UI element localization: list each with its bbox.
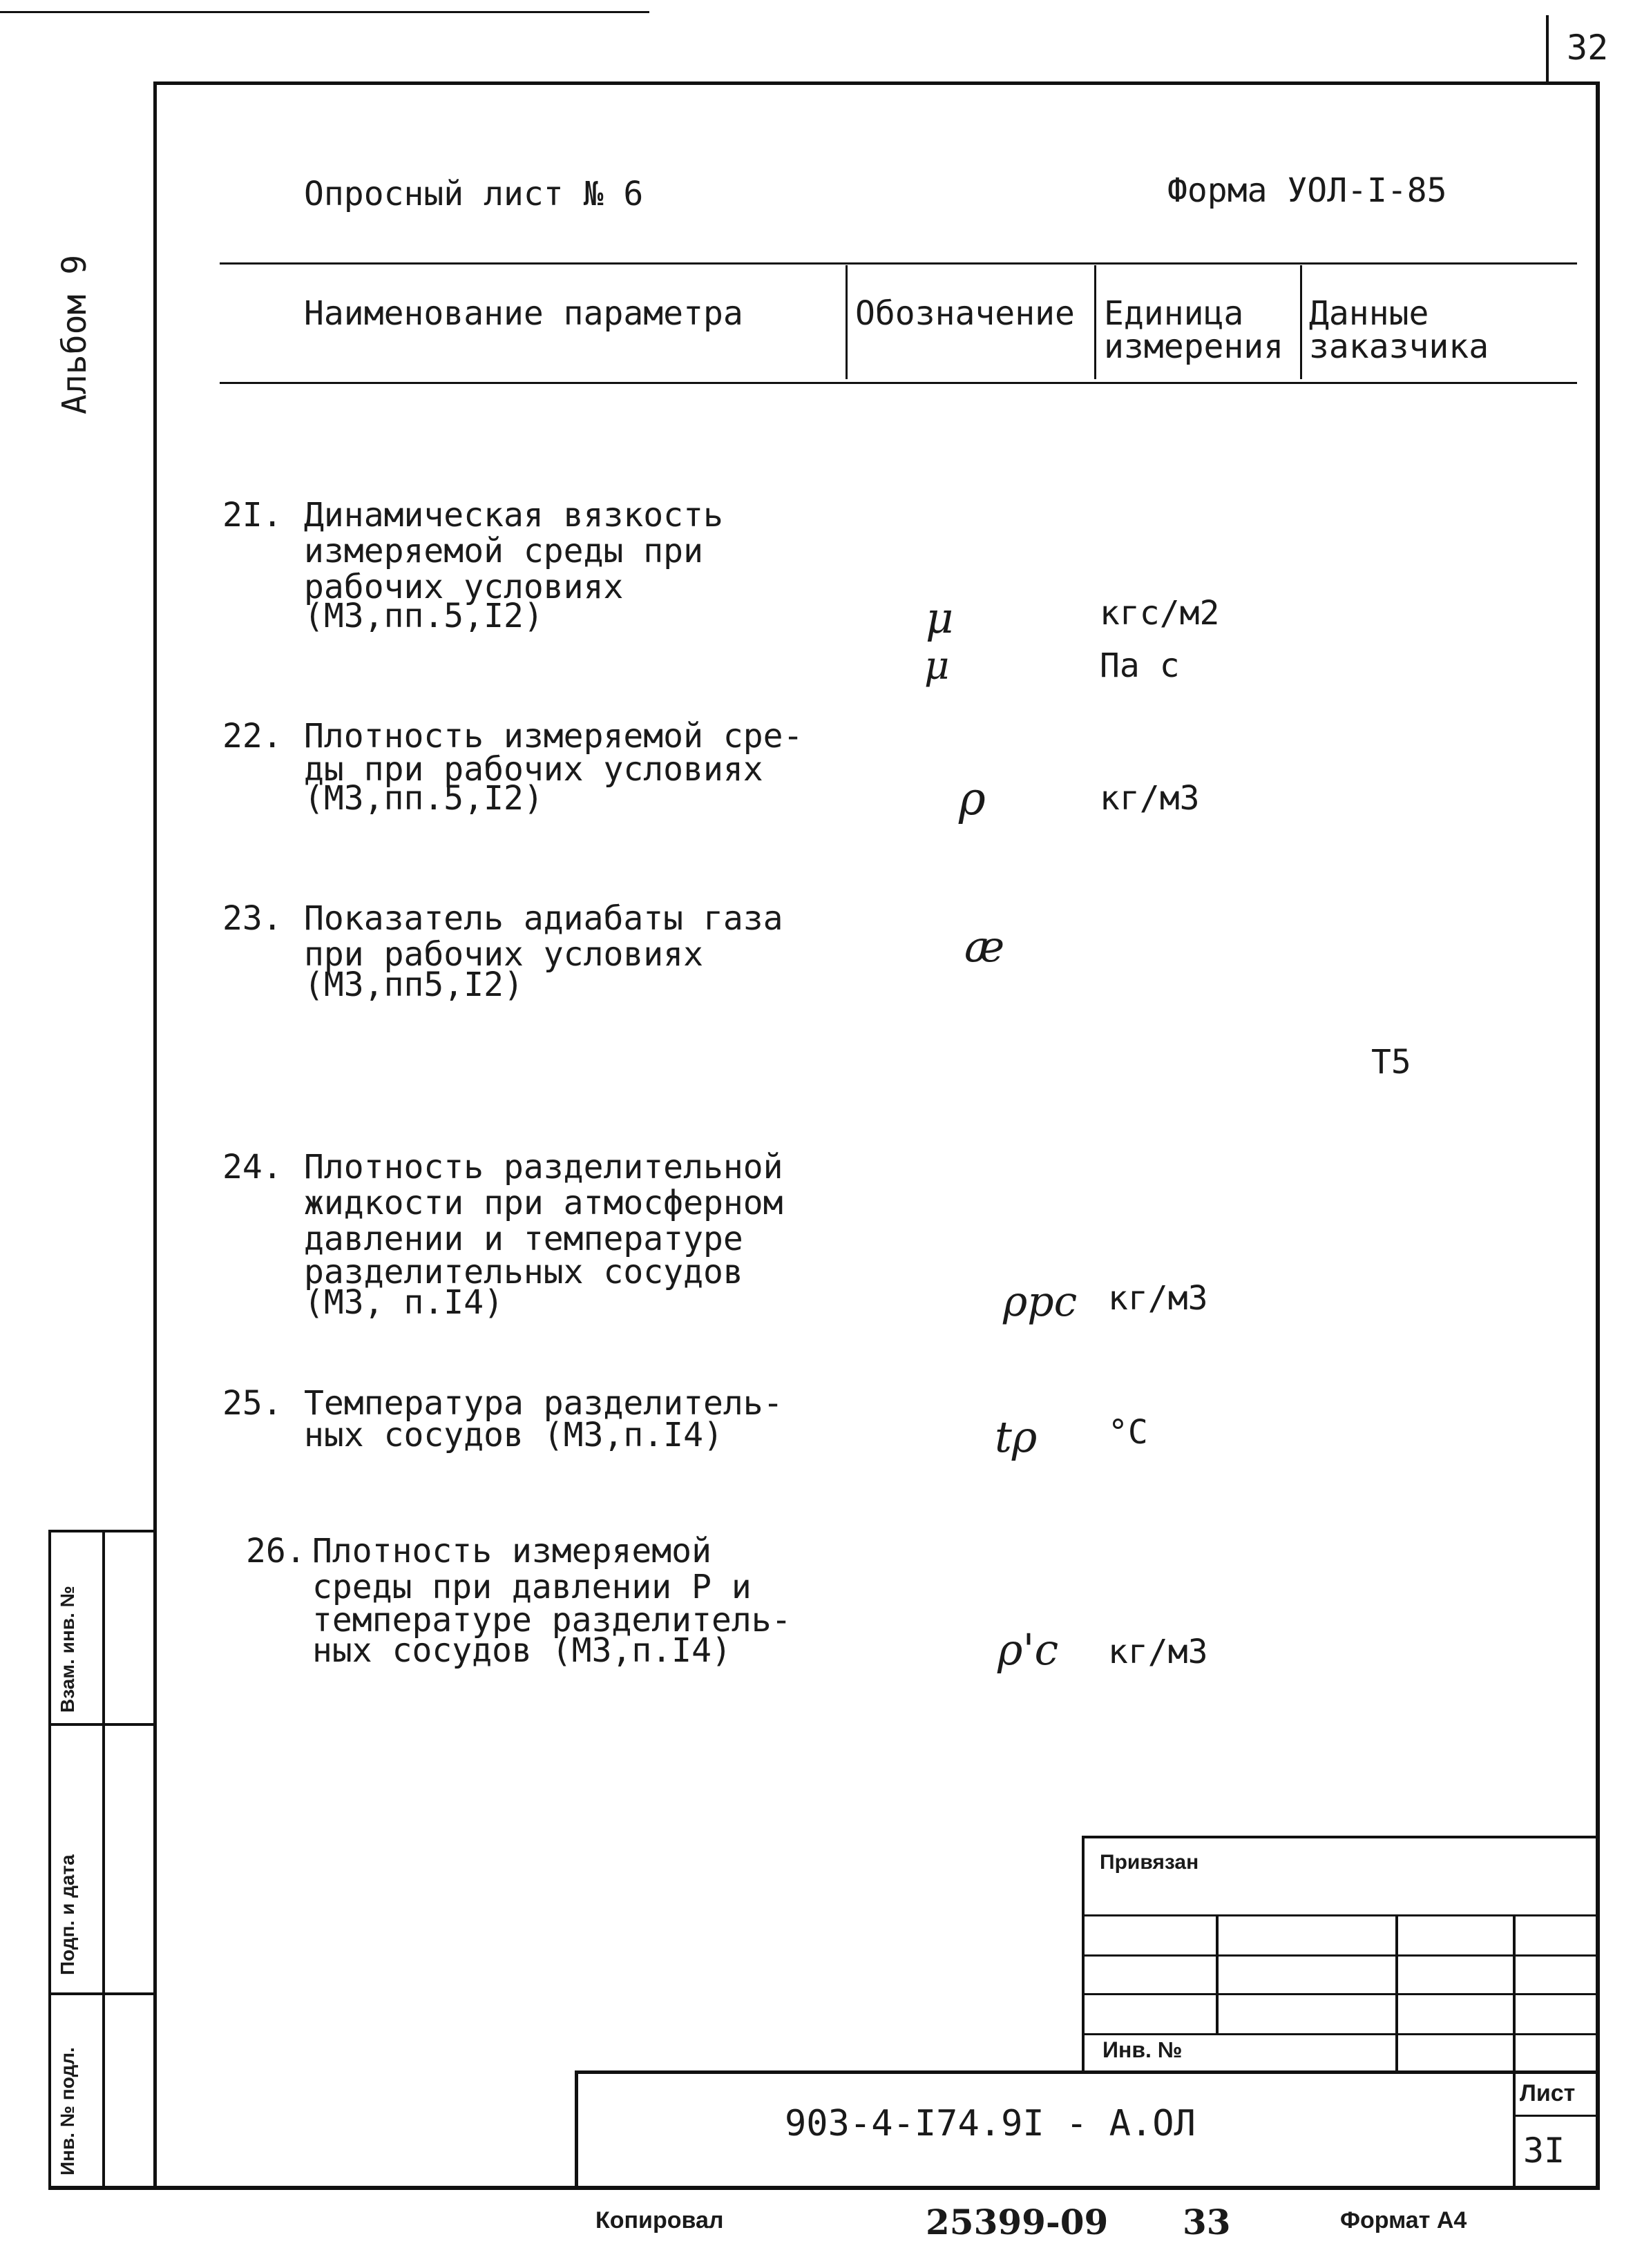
col-header-customer-2: заказчика bbox=[1309, 327, 1489, 366]
row-21-unit-1: кгс/м2 bbox=[1100, 594, 1220, 633]
row-24-number: 24. bbox=[222, 1148, 283, 1186]
row-22-line-2: ды при рабочих условиях bbox=[304, 750, 763, 789]
stamp-row-rule-1 bbox=[1082, 1914, 1598, 1916]
stamp-privyazan: Привязан bbox=[1100, 1851, 1199, 1874]
row-24-line-4: разделительных сосудов bbox=[304, 1253, 743, 1291]
row-25-line-2: ных сосудов (МЗ,п.I4) bbox=[304, 1416, 723, 1454]
frame-left bbox=[153, 81, 157, 2188]
top-rule bbox=[0, 11, 649, 13]
stamp-row-rule-4 bbox=[1082, 2033, 1598, 2035]
col-header-designation: Обозначение bbox=[855, 294, 1075, 333]
table-header-top-rule bbox=[220, 262, 1577, 265]
left-strip-divider-1 bbox=[48, 1723, 155, 1726]
row-24-line-1: Плотность разделительной bbox=[304, 1148, 783, 1186]
frame-top bbox=[155, 81, 1599, 85]
row-23-number: 23. bbox=[222, 899, 283, 938]
stamp-col-rule-2 bbox=[1395, 1914, 1398, 2072]
footer-format: Формат А4 bbox=[1340, 2207, 1467, 2233]
row-22-line-3: (МЗ,пп.5,I2) bbox=[304, 779, 544, 818]
table-header-bottom-rule bbox=[220, 382, 1577, 384]
form-code: Форма УОЛ-I-85 bbox=[1167, 171, 1447, 210]
row-26-line-4: ных сосудов (МЗ,п.I4) bbox=[312, 1631, 732, 1670]
stamp-row-rule-3 bbox=[1082, 1993, 1598, 1995]
row-26-line-2: среды при давлении Р и bbox=[312, 1568, 752, 1606]
album-label: Альбом 9 bbox=[55, 254, 94, 414]
row-25-line-1: Температура разделитель- bbox=[304, 1384, 783, 1423]
row-25-number: 25. bbox=[222, 1384, 283, 1423]
row-22-unit: кг/м3 bbox=[1100, 779, 1200, 818]
col-divider-1 bbox=[846, 265, 848, 379]
row-24-unit: кг/м3 bbox=[1108, 1279, 1208, 1318]
stamp-left-rule bbox=[1082, 1836, 1085, 2072]
row-21-symbol-1: μ bbox=[926, 593, 954, 643]
row-26-number: 26. bbox=[246, 1532, 306, 1570]
stamp-sheet-label: Лист bbox=[1520, 2080, 1576, 2106]
left-strip-top bbox=[48, 1530, 155, 1532]
questionnaire-title: Опросный лист № 6 bbox=[304, 175, 644, 213]
left-strip-inv-podl: Инв. № подл. bbox=[57, 2047, 78, 2175]
col-header-unit-2: измерения bbox=[1104, 327, 1284, 366]
stamp-top-rule bbox=[1082, 1836, 1598, 1838]
stamp-code-top-rule bbox=[575, 2070, 1598, 2074]
row-21-symbol-2: μ bbox=[924, 644, 950, 689]
frame-right bbox=[1596, 81, 1600, 2188]
row-21-number: 2I. bbox=[222, 496, 283, 535]
row-25-unit: °C bbox=[1108, 1413, 1148, 1452]
col-header-name: Наименование параметра bbox=[304, 294, 743, 333]
stamp-inv-no: Инв. № bbox=[1102, 2037, 1183, 2062]
col-divider-3 bbox=[1300, 265, 1302, 379]
left-strip-divider-2 bbox=[48, 1992, 155, 1995]
row-26-line-1: Плотность измеряемой bbox=[312, 1532, 712, 1570]
stamp-col-rule-3 bbox=[1513, 1914, 1516, 2188]
frame-bottom bbox=[48, 2186, 1600, 2190]
left-strip-vzam-inv: Взам. инв. № bbox=[57, 1586, 78, 1713]
col-header-unit-1: Единица bbox=[1104, 294, 1244, 333]
row-25-symbol: tρ bbox=[995, 1412, 1038, 1462]
row-24-line-2: жидкости при атмосферном bbox=[304, 1184, 783, 1222]
row-24-line-5: (МЗ, п.I4) bbox=[304, 1283, 504, 1322]
page-number-divider bbox=[1546, 15, 1549, 84]
row-26-unit: кг/м3 bbox=[1108, 1633, 1208, 1671]
left-strip-inner-edge bbox=[102, 1530, 105, 2187]
row-21-line-3: рабочих условиях bbox=[304, 568, 624, 606]
row-21-line-2: измеряемой среды при bbox=[304, 532, 703, 570]
col-divider-2 bbox=[1094, 265, 1096, 379]
row-23-line-3: (МЗ,пп5,I2) bbox=[304, 965, 524, 1004]
row-21-line-1: Динамическая вязкость bbox=[304, 496, 723, 535]
row-26-line-3: температуре разделитель- bbox=[312, 1601, 792, 1640]
stamp-sheet-number: 3I bbox=[1523, 2131, 1565, 2171]
row-21-unit-2: Па с bbox=[1100, 646, 1180, 685]
col-header-customer-1: Данные bbox=[1309, 294, 1429, 333]
stamp-code-left-rule bbox=[575, 2070, 578, 2188]
row-23-line-2: при рабочих условиях bbox=[304, 935, 703, 974]
mark-t5: T5 bbox=[1371, 1043, 1411, 1082]
stamp-sheet-divider bbox=[1513, 2115, 1598, 2117]
footer-page: 33 bbox=[1183, 2202, 1231, 2242]
page-number: 32 bbox=[1567, 28, 1609, 68]
row-22-number: 22. bbox=[222, 717, 283, 756]
footer-number: 25399-09 bbox=[926, 2202, 1109, 2242]
row-26-symbol: ρ'c bbox=[997, 1624, 1059, 1675]
row-21-line-4: (МЗ,пп.5,I2) bbox=[304, 597, 544, 635]
footer-copied: Копировал bbox=[595, 2207, 724, 2233]
row-22-line-1: Плотность измеряемой сре- bbox=[304, 717, 803, 756]
left-strip-podp-data: Подп. и дата bbox=[57, 1854, 78, 1975]
stamp-row-rule-2 bbox=[1082, 1954, 1598, 1957]
row-22-symbol: ρ bbox=[959, 772, 986, 825]
row-24-symbol: ρpc bbox=[1003, 1278, 1078, 1326]
left-strip-outer-edge bbox=[48, 1530, 51, 2187]
stamp-col-rule-1 bbox=[1216, 1914, 1219, 2033]
stamp-doc-code: 903-4-I74.9I - А.ОЛ bbox=[785, 2103, 1196, 2144]
row-23-symbol: æ bbox=[964, 921, 1005, 972]
row-24-line-3: давлении и температуре bbox=[304, 1220, 743, 1258]
row-23-line-1: Показатель адиабаты газа bbox=[304, 899, 783, 938]
